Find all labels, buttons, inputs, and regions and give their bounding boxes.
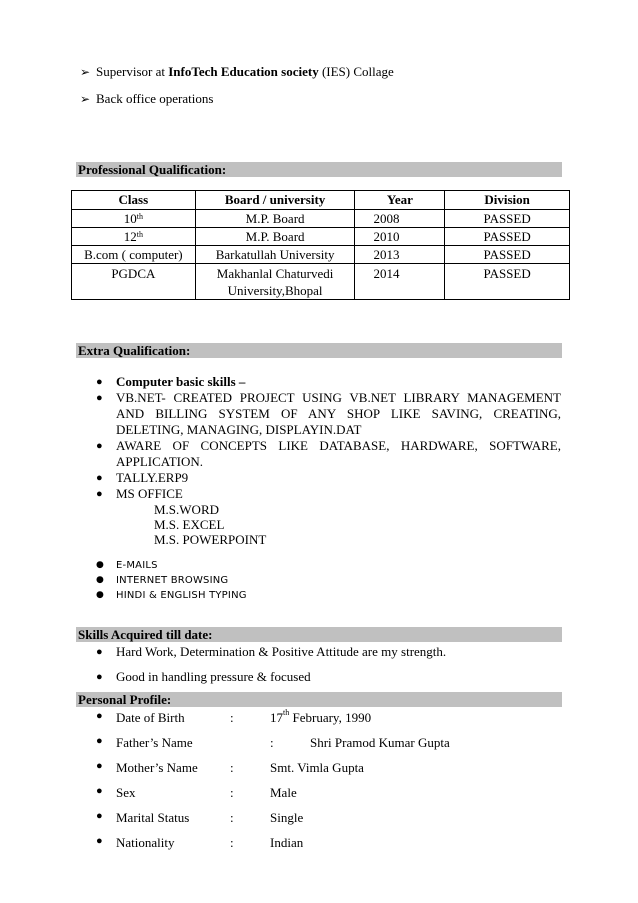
profile-label: Marital Status — [116, 810, 190, 825]
bullet-icon: ● — [96, 560, 105, 570]
bullet-icon: ● — [96, 835, 103, 847]
qualification-table — [71, 190, 570, 300]
bullet-icon: ● — [96, 488, 103, 500]
column-header-class: Class — [72, 191, 196, 210]
list-item: ● E-MAILS — [96, 560, 158, 571]
bullet-icon: ● — [96, 392, 103, 404]
profile-value: Single — [270, 810, 304, 825]
arrow-bullet-icon: ➢ — [80, 65, 91, 79]
profile-value: Male — [270, 785, 297, 800]
experience-suffix: (IES) Collage — [318, 64, 394, 79]
bullet-icon: ● — [96, 810, 103, 822]
bullet-icon: ● — [96, 646, 103, 658]
profile-label: Father’s Name — [116, 735, 193, 750]
bullet-icon: ● — [96, 785, 103, 797]
list-item: ● VB.NET- CREATED PROJECT USING VB.NET LIBRARY MANAGEMENT AND BILLING SYSTEM OF ANY SHOP LIKE SAVING, CREATING, DELETING, MANAGING, DISPLAYIN.DAT — [96, 390, 561, 437]
list-item: ● Computer basic skills – — [96, 374, 246, 389]
bullet-icon: ● — [96, 735, 103, 747]
extra-qualification-list — [96, 374, 561, 547]
cell-class: 10th — [72, 210, 196, 228]
profile-colon: : — [270, 735, 274, 750]
profile-label: Date of Birth — [116, 710, 185, 725]
personal-profile-heading: Personal Profile: — [76, 692, 562, 707]
profile-colon: : — [230, 810, 234, 825]
cell-board: Barkatullah University — [195, 246, 355, 264]
list-item: ● Good in handling pressure & focused — [96, 669, 311, 684]
column-header-year: Year — [355, 191, 445, 210]
bullet-icon: ● — [96, 590, 105, 600]
cell-division: PASSED — [445, 264, 570, 300]
list-item: ● HINDI & ENGLISH TYPING — [96, 590, 247, 601]
cell-division: PASSED — [445, 210, 570, 228]
cell-board: M.P. Board — [195, 228, 355, 246]
cell-year: 2013 — [355, 246, 445, 264]
cell-class: B.com ( computer) — [72, 246, 196, 264]
list-item: ● Hard Work, Determination & Positive Attitude are my strength. — [96, 644, 447, 659]
cell-division: PASSED — [445, 228, 570, 246]
profile-value: Smt. Vimla Gupta — [270, 760, 364, 775]
cell-division: PASSED — [445, 246, 570, 264]
cell-class: 12th — [72, 228, 196, 246]
experience-item-supervisor — [80, 64, 394, 80]
extra-qualification-other-list — [96, 558, 561, 603]
extra-qualification-heading: Extra Qualification: — [76, 343, 562, 358]
profile-value: Indian — [270, 835, 304, 850]
professional-qualification-heading: Professional Qualification: — [76, 162, 562, 177]
experience-item-back-office — [80, 91, 213, 107]
bullet-icon: ● — [96, 575, 105, 585]
table-header-row — [72, 191, 570, 210]
column-header-division: Division — [445, 191, 570, 210]
bullet-icon: ● — [96, 472, 103, 484]
table-row — [72, 264, 570, 300]
table-row — [72, 246, 570, 264]
cell-year: 2008 — [355, 210, 445, 228]
profile-value: 17th February, 1990 — [270, 708, 372, 725]
profile-colon: : — [230, 760, 234, 775]
cell-board: Makhanlal Chaturvedi University,Bhopal — [195, 264, 355, 300]
bullet-icon: ● — [96, 440, 103, 452]
list-item: ● INTERNET BROWSING — [96, 575, 229, 586]
arrow-bullet-icon: ➢ — [80, 92, 91, 106]
ms-office-sub-item: M.S. POWERPOINT — [154, 532, 267, 547]
column-header-board: Board / university — [195, 191, 355, 210]
profile-colon: : — [230, 785, 234, 800]
profile-label: Sex — [116, 785, 136, 800]
profile-value: Shri Pramod Kumar Gupta — [310, 735, 450, 750]
profile-label: Nationality — [116, 835, 175, 850]
table-row — [72, 210, 570, 228]
experience-prefix: Supervisor at — [96, 64, 169, 79]
cell-board: M.P. Board — [195, 210, 355, 228]
table-row — [72, 228, 570, 246]
bullet-icon: ● — [96, 376, 103, 388]
profile-colon: : — [230, 710, 234, 725]
list-item: ● AWARE OF CONCEPTS LIKE DATABASE, HARDWARE, SOFTWARE, APPLICATION. — [96, 438, 561, 469]
cell-class: PGDCA — [72, 264, 196, 300]
ms-office-sub-item: M.S.WORD — [154, 502, 220, 517]
skills-list — [96, 644, 561, 685]
list-item: ● MS OFFICE — [96, 486, 183, 501]
cell-year: 2010 — [355, 228, 445, 246]
profile-colon: : — [230, 835, 234, 850]
experience-org: InfoTech Education society — [168, 64, 319, 79]
skills-heading: Skills Acquired till date: — [76, 627, 562, 642]
list-item: ● TALLY.ERP9 — [96, 470, 189, 485]
bullet-icon: ● — [96, 760, 103, 772]
cell-year: 2014 — [355, 264, 445, 300]
bullet-icon: ● — [96, 710, 103, 722]
ms-office-sub-item: M.S. EXCEL — [154, 517, 225, 532]
experience-text: Back office operations — [96, 91, 214, 106]
profile-label: Mother’s Name — [116, 760, 198, 775]
bullet-icon: ● — [96, 671, 103, 683]
